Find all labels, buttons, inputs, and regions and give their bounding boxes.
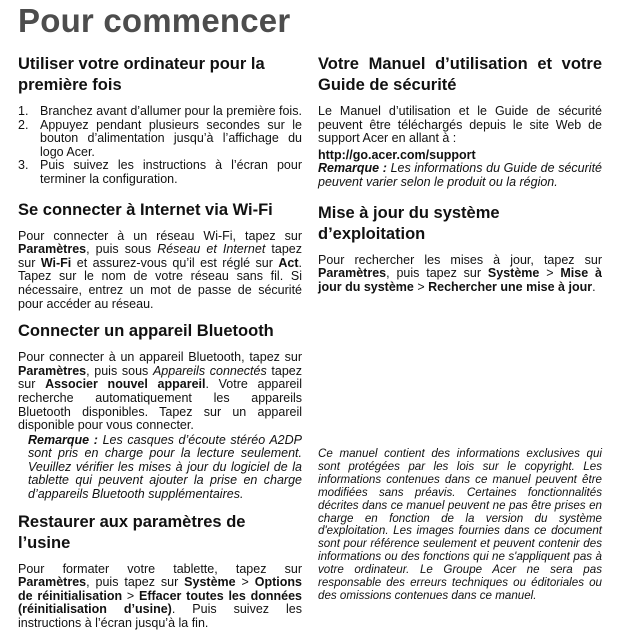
first-use-steps [18,105,302,187]
bluetooth-paragraph: Pour connecter à un appareil Bluetooth, tapez sur Paramètres, puis sous Appareils connectés tapez sur Associer nouvel appareil. Votre appareil recherche automatiquement les appareils Bluetooth disponibles. Tapez sur un appareil disponible pour vous connecter. [18,350,302,433]
wifi-heading: Se connecter à Internet via Wi-Fi [18,200,273,219]
step-number: 3. [18,158,29,173]
restore-paragraph: Pour formater votre tablette, tapez sur Paramètres, puis tapez sur Système > Options de réinitialisation > Effacer toutes les données (réinitialisation d’usine). Puis suivez les instructions à l’écran jusqu’à la fin. [18,561,303,631]
manual-note: Remarque : Les informations du Guide de sécurité peuvent varier selon le produit ou la région. [318,161,602,189]
section-bluetooth [18,321,302,502]
step-item [18,159,302,186]
manual-paragraph: Le Manuel d’utilisation et le Guide de sécurité peuvent être téléchargés depuis le site Web de support Acer en allant à : [318,104,602,146]
step-item [18,119,302,160]
first-use-heading: Utiliser votre ordinateur pour la première fois [18,55,265,94]
wifi-paragraph: Pour connecter à un réseau Wi-Fi, tapez sur Paramètres, puis sous Réseau et Internet tapez sur Wi-Fi et assurez-vous qu’il est réglé sur Act. Tapez sur le nom de votre réseau sans fil. Si nécessaire, entrez un mot de passe de sécurité pour accéder au réseau. [18,228,303,311]
step-text: Branchez avant d’allumer pour la première fois. [40,104,302,118]
section-first-use [18,54,302,187]
bluetooth-note: Remarque : Les casques d’écoute stéréo A2DP sont pris en charge pour la lecture seulement. Veuillez vérifier les mises à jour du logiciel de la tablette qui peuvent ajouter la prise en charge d’appareils Bluetooth supplémentaires. [28,432,302,502]
section-os-update [318,203,602,295]
left-column [18,54,302,631]
section-manual [318,54,602,190]
copyright-disclaimer: Ce manuel contient des informations exclusives qui sont protégées par les lois sur le copyright. Les informations contenues dans ce manuel peuvent être modifiées sans préavis. Certaines fonctionnalités décrites dans ce manuel peuvent ne pas être prises en charge en fonction de la version du système d'exploitation. Les images fournies dans ce document sont pour référence seulement et peuvent contenir des informations ou des fonctions qui ne s'appliquent pas à votre ordinateur. Le Groupe Acer ne sera pas responsable des erreurs techniques ou éditoriales ou des omissions contenues dans ce manuel. [318,447,602,602]
right-column [318,54,602,294]
support-url: http://go.acer.com/support [318,147,476,162]
step-text: Appuyez pendant plusieurs secondes sur le bouton d’alimentation jusqu’à l’affichage du logo Acer. [40,117,302,159]
os-update-heading: Mise à jour du système d’exploitation [318,203,500,243]
step-text: Puis suivez les instructions à l’écran pour terminer la configuration. [40,158,302,186]
page-title: Pour commencer [18,2,291,39]
section-restore [18,512,302,631]
os-update-paragraph: Pour rechercher les mises à jour, tapez sur Paramètres, puis tapez sur Système > Mise à jour du système > Rechercher une mise à jour. [318,252,602,294]
step-number: 1. [18,104,29,118]
section-wifi [18,200,302,312]
step-number: 2. [18,117,29,132]
step-item [18,105,302,119]
bluetooth-heading: Connecter un appareil Bluetooth [18,322,274,341]
restore-heading: Restaurer aux paramètres de l’usine [18,512,246,552]
manual-heading: Votre Manuel d’utilisation et votre Guide de sécurité [318,55,602,94]
